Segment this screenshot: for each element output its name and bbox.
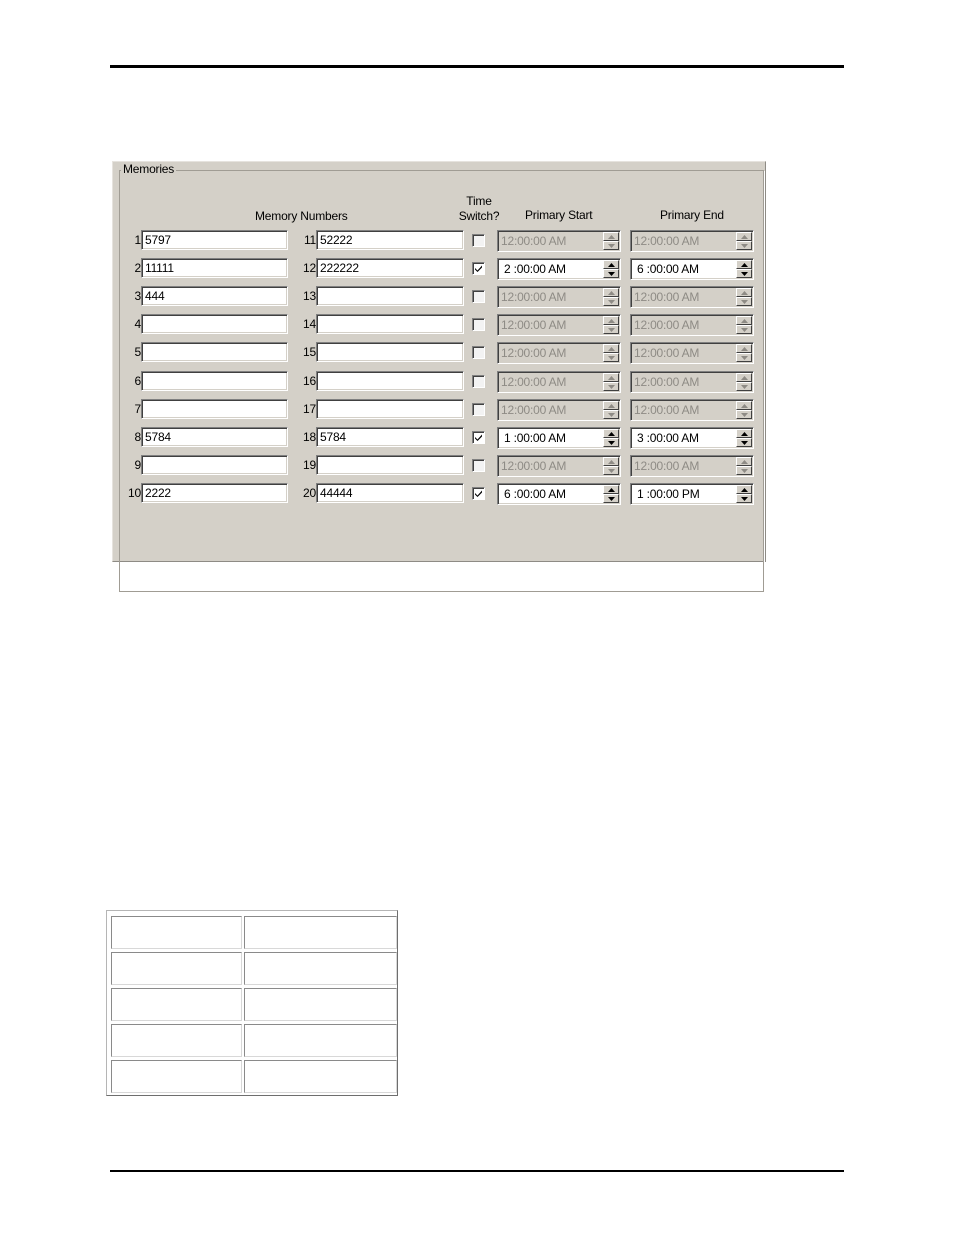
primary-start-value: 2 :00:00 AM: [504, 262, 566, 276]
primary-end-value: 12:00:00 AM: [634, 318, 700, 332]
primary-end-value: 12:00:00 AM: [634, 234, 700, 248]
memory-number-input[interactable]: [141, 455, 288, 475]
spin-down-icon: [603, 241, 619, 250]
primary-end-spinner[interactable]: [736, 260, 752, 278]
memory-number-input[interactable]: 44444: [316, 483, 464, 503]
primary-start-spinner: [603, 457, 619, 475]
spin-down-icon: [736, 410, 752, 419]
primary-end-spinner: [736, 373, 752, 391]
primary-start-spinner[interactable]: [603, 485, 619, 503]
primary-end-time-picker[interactable]: [630, 427, 754, 449]
memory-number-input[interactable]: [141, 314, 288, 334]
table-cell: [111, 952, 242, 985]
header-memory-numbers: Memory Numbers: [255, 209, 348, 223]
memory-number-input[interactable]: 2222: [141, 483, 288, 503]
memory-index-label: 5: [134, 345, 141, 359]
memories-group-title: Memories: [123, 162, 175, 176]
memory-index-label: 4: [134, 317, 141, 331]
time-switch-checkbox[interactable]: [472, 375, 485, 388]
memory-number-input[interactable]: 444: [141, 286, 288, 306]
primary-start-time-picker[interactable]: [497, 258, 621, 280]
primary-start-value: 1 :00:00 AM: [504, 431, 566, 445]
memory-number-input[interactable]: [316, 286, 464, 306]
spin-down-icon[interactable]: [603, 269, 619, 278]
table-cell: [244, 952, 397, 985]
memory-index-label: 1: [134, 233, 141, 247]
memory-index-label: 13: [303, 289, 316, 303]
spin-up-icon: [736, 232, 752, 241]
primary-end-spinner: [736, 316, 752, 334]
spin-up-icon[interactable]: [603, 260, 619, 269]
spin-up-icon[interactable]: [736, 429, 752, 438]
table-cell: [111, 988, 242, 1021]
spin-down-icon: [736, 241, 752, 250]
primary-end-time-picker: [630, 286, 754, 308]
memory-index-label: 20: [303, 486, 316, 500]
time-switch-checkbox[interactable]: [472, 290, 485, 303]
primary-end-spinner: [736, 457, 752, 475]
memory-index-label: 10: [128, 486, 141, 500]
spin-up-icon: [736, 401, 752, 410]
table-cell: [111, 1024, 242, 1057]
memory-index-label: 9: [134, 458, 141, 472]
primary-start-spinner[interactable]: [603, 429, 619, 447]
memory-index-label: 12: [303, 261, 316, 275]
spin-up-icon[interactable]: [736, 485, 752, 494]
primary-end-spinner: [736, 344, 752, 362]
primary-start-value: 12:00:00 AM: [501, 403, 567, 417]
memories-dialog-panel: [112, 161, 766, 562]
primary-start-spinner[interactable]: [603, 260, 619, 278]
header-primary-end: Primary End: [660, 208, 724, 222]
primary-start-time-picker[interactable]: [497, 483, 621, 505]
spin-down-icon: [603, 325, 619, 334]
memory-number-input[interactable]: [316, 371, 464, 391]
table-cell: [244, 1024, 397, 1057]
primary-end-time-picker[interactable]: [630, 258, 754, 280]
primary-start-time-picker: [497, 371, 621, 393]
spin-down-icon[interactable]: [736, 438, 752, 447]
primary-start-spinner: [603, 344, 619, 362]
primary-end-time-picker: [630, 342, 754, 364]
table-cell: [244, 1060, 397, 1093]
memory-index-label: 6: [134, 374, 141, 388]
spin-up-icon: [603, 344, 619, 353]
primary-end-value: 12:00:00 AM: [634, 403, 700, 417]
spin-up-icon: [603, 232, 619, 241]
spin-down-icon: [603, 466, 619, 475]
primary-end-value: 1 :00:00 PM: [637, 487, 700, 501]
primary-start-value: 6 :00:00 AM: [504, 487, 566, 501]
memory-index-label: 2: [134, 261, 141, 275]
spin-down-icon[interactable]: [736, 494, 752, 503]
primary-start-time-picker: [497, 286, 621, 308]
spin-up-icon[interactable]: [736, 260, 752, 269]
primary-end-value: 12:00:00 AM: [634, 290, 700, 304]
primary-start-spinner: [603, 316, 619, 334]
primary-start-time-picker: [497, 342, 621, 364]
memory-index-label: 15: [303, 345, 316, 359]
memory-index-label: 8: [134, 430, 141, 444]
primary-end-spinner: [736, 288, 752, 306]
time-switch-checkbox[interactable]: [472, 487, 485, 500]
memory-index-label: 19: [303, 458, 316, 472]
spin-up-icon: [603, 373, 619, 382]
primary-start-spinner: [603, 373, 619, 391]
time-switch-checkbox[interactable]: [472, 234, 485, 247]
primary-end-value: 6 :00:00 AM: [637, 262, 699, 276]
memory-number-input[interactable]: [316, 399, 464, 419]
time-switch-checkbox[interactable]: [472, 346, 485, 359]
primary-end-time-picker: [630, 314, 754, 336]
spin-down-icon[interactable]: [603, 438, 619, 447]
primary-start-value: 12:00:00 AM: [501, 318, 567, 332]
primary-start-spinner: [603, 288, 619, 306]
primary-end-time-picker[interactable]: [630, 483, 754, 505]
memory-number-input[interactable]: 52222: [316, 230, 464, 250]
primary-end-time-picker: [630, 371, 754, 393]
primary-end-value: 12:00:00 AM: [634, 459, 700, 473]
memory-number-input[interactable]: 222222: [316, 258, 464, 278]
spin-down-icon[interactable]: [736, 269, 752, 278]
primary-end-spinner[interactable]: [736, 485, 752, 503]
memory-index-label: 17: [303, 402, 316, 416]
primary-start-value: 12:00:00 AM: [501, 290, 567, 304]
primary-start-time-picker: [497, 399, 621, 421]
primary-end-spinner: [736, 232, 752, 250]
header-primary-start: Primary Start: [525, 208, 593, 222]
spin-up-icon: [603, 401, 619, 410]
time-switch-checkbox[interactable]: [472, 318, 485, 331]
time-switch-checkbox[interactable]: [472, 403, 485, 416]
spin-down-icon: [603, 410, 619, 419]
empty-table: [106, 910, 398, 1096]
spin-up-icon: [603, 457, 619, 466]
primary-start-time-picker: [497, 314, 621, 336]
spin-up-icon: [603, 288, 619, 297]
top-rule: [110, 65, 844, 68]
spin-down-icon: [736, 466, 752, 475]
memory-number-input[interactable]: [316, 455, 464, 475]
primary-end-spinner: [736, 401, 752, 419]
primary-start-value: 12:00:00 AM: [501, 375, 567, 389]
memory-number-input[interactable]: [141, 371, 288, 391]
table-cell: [111, 1060, 242, 1093]
spin-up-icon: [603, 316, 619, 325]
time-switch-checkbox[interactable]: [472, 459, 485, 472]
primary-start-time-picker: [497, 230, 621, 252]
time-switch-checkbox[interactable]: [472, 262, 485, 275]
spin-up-icon: [736, 457, 752, 466]
spin-down-icon[interactable]: [603, 494, 619, 503]
primary-end-value: 12:00:00 AM: [634, 346, 700, 360]
spin-down-icon: [603, 353, 619, 362]
primary-start-value: 12:00:00 AM: [501, 459, 567, 473]
memory-number-input[interactable]: [141, 342, 288, 362]
primary-start-spinner: [603, 401, 619, 419]
spin-down-icon: [736, 382, 752, 391]
memory-index-label: 16: [303, 374, 316, 388]
table-cell: [244, 988, 397, 1021]
table-cell: [111, 916, 242, 949]
primary-end-spinner[interactable]: [736, 429, 752, 447]
table-cell: [244, 916, 397, 949]
time-switch-checkbox[interactable]: [472, 431, 485, 444]
primary-start-time-picker[interactable]: [497, 427, 621, 449]
spin-down-icon: [603, 382, 619, 391]
spin-up-icon: [736, 344, 752, 353]
spin-up-icon: [736, 288, 752, 297]
spin-up-icon: [736, 316, 752, 325]
memory-number-input[interactable]: [316, 342, 464, 362]
spin-down-icon: [736, 325, 752, 334]
spin-up-icon: [736, 373, 752, 382]
primary-end-time-picker: [630, 455, 754, 477]
spin-down-icon: [736, 297, 752, 306]
spin-up-icon[interactable]: [603, 485, 619, 494]
primary-end-time-picker: [630, 399, 754, 421]
spin-up-icon[interactable]: [603, 429, 619, 438]
primary-start-spinner: [603, 232, 619, 250]
memory-number-input[interactable]: 5797: [141, 230, 288, 250]
memory-index-label: 7: [134, 402, 141, 416]
memory-number-input[interactable]: 5784: [141, 427, 288, 447]
spin-down-icon: [736, 353, 752, 362]
memory-index-label: 11: [303, 233, 316, 247]
memory-number-input[interactable]: [316, 314, 464, 334]
bottom-rule: [110, 1170, 844, 1172]
header-time-switch-line1: Time: [466, 194, 492, 208]
primary-end-time-picker: [630, 230, 754, 252]
memory-number-input[interactable]: [141, 399, 288, 419]
header-time-switch-line2: Switch?: [458, 209, 500, 223]
primary-start-time-picker: [497, 455, 621, 477]
spin-down-icon: [603, 297, 619, 306]
primary-start-value: 12:00:00 AM: [501, 234, 567, 248]
memory-number-input[interactable]: 11111: [141, 258, 288, 278]
memory-index-label: 3: [134, 289, 141, 303]
memory-index-label: 14: [303, 317, 316, 331]
memory-index-label: 18: [303, 430, 316, 444]
primary-start-value: 12:00:00 AM: [501, 346, 567, 360]
memory-number-input[interactable]: 5784: [316, 427, 464, 447]
primary-end-value: 12:00:00 AM: [634, 375, 700, 389]
primary-end-value: 3 :00:00 AM: [637, 431, 699, 445]
